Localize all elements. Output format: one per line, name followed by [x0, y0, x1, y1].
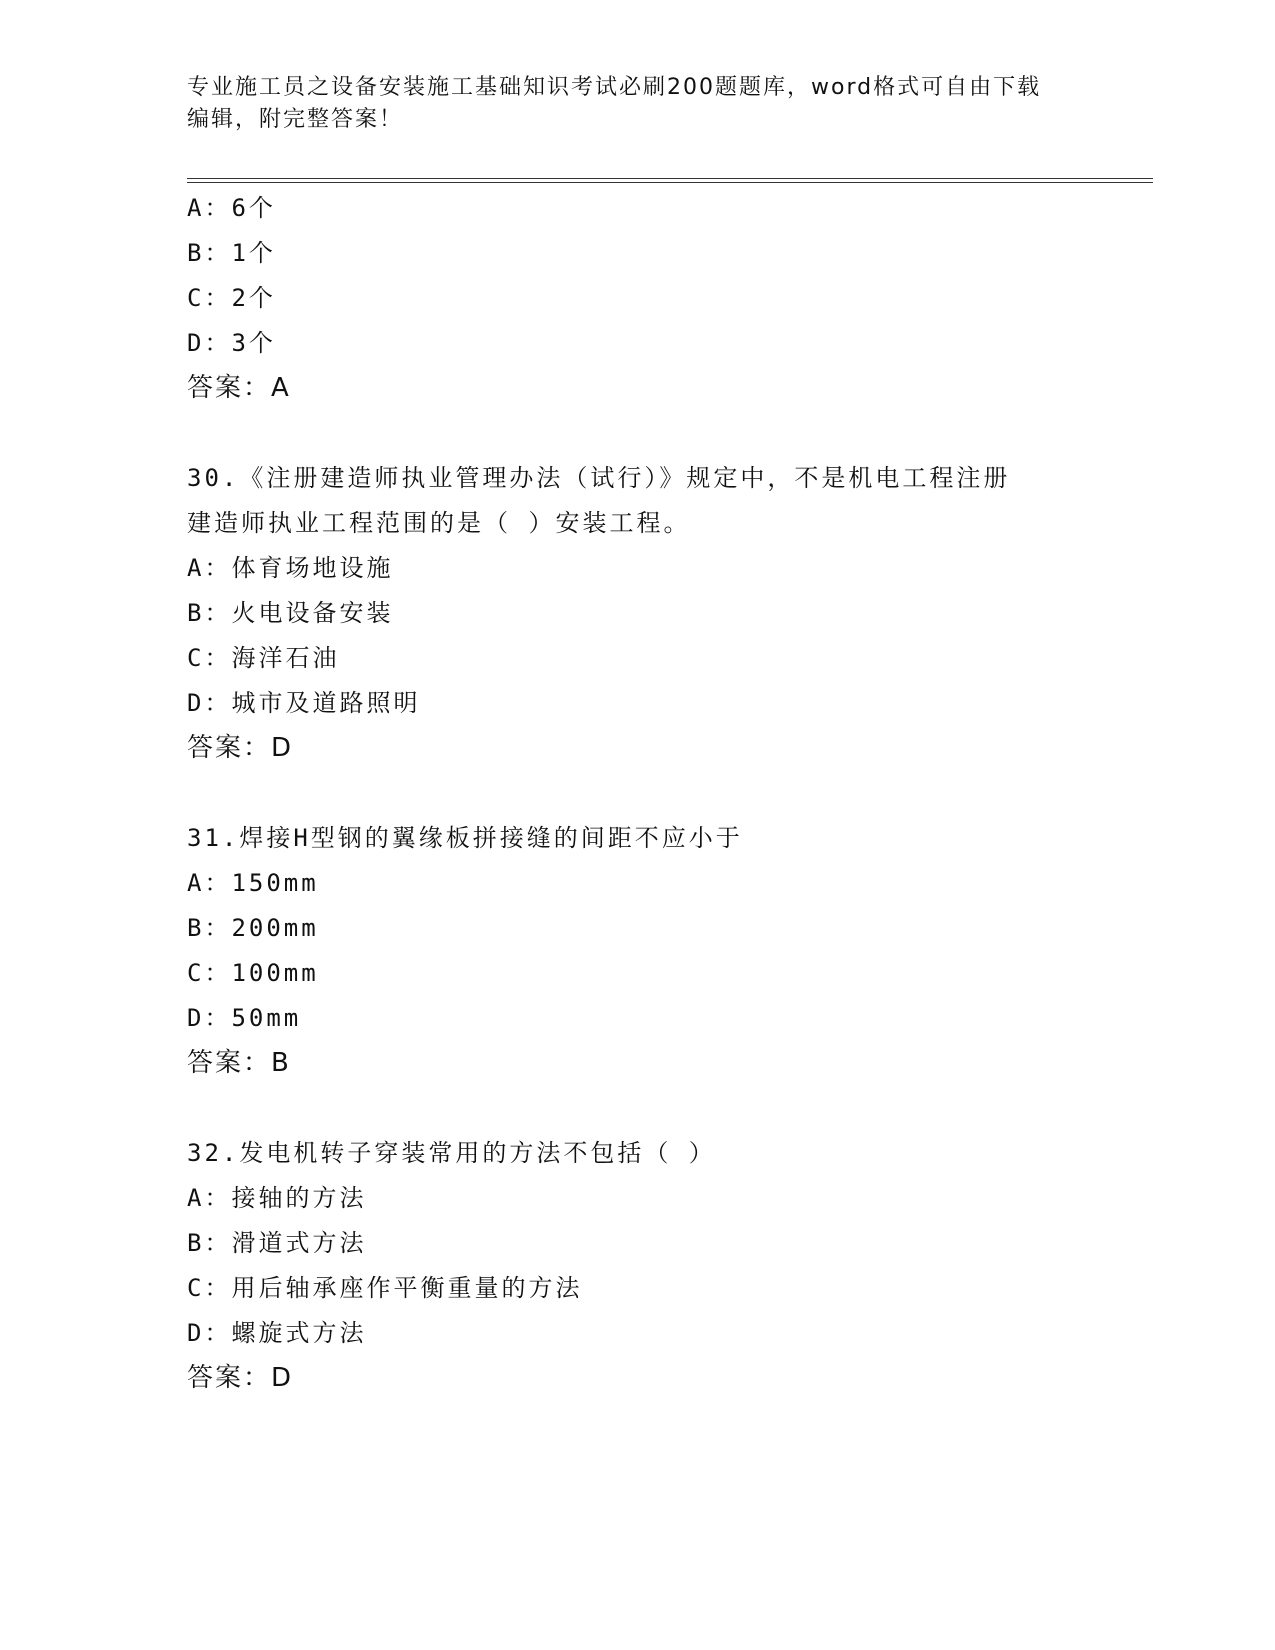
q30-answer: 答案：D: [187, 733, 294, 763]
q31-option-a: A：150mm: [187, 869, 319, 897]
q31-option-b: B：200mm: [187, 914, 319, 942]
q31-stem: 31.焊接H型钢的翼缘板拼接缝的间距不应小于: [187, 824, 743, 852]
q30-stem-line-2: 建造师执业工程范围的是（ ）安装工程。: [187, 509, 691, 537]
header-divider-top: [187, 178, 1153, 179]
header-divider-bottom: [187, 182, 1153, 183]
q31-option-c: C：100mm: [187, 959, 319, 987]
document-header: [187, 72, 1087, 136]
q32-option-b: B：滑道式方法: [187, 1229, 367, 1257]
q29-option-b: B：1个: [187, 239, 276, 267]
q32-option-a: A：接轴的方法: [187, 1184, 367, 1212]
q31-answer: 答案：B: [187, 1048, 291, 1078]
q29-option-d: D：3个: [187, 329, 276, 357]
q30-option-b: B：火电设备安装: [187, 599, 394, 627]
q30-option-c: C：海洋石油: [187, 644, 340, 672]
q29-option-c: C：2个: [187, 284, 276, 312]
q29-option-a: A：6个: [187, 194, 276, 222]
header-line-2: 编辑，附完整答案！: [187, 107, 404, 132]
q29-answer: 答案：A: [187, 373, 291, 403]
q32-option-c: C：用后轴承座作平衡重量的方法: [187, 1274, 583, 1302]
q30-option-d: D：城市及道路照明: [187, 689, 421, 717]
q30-option-a: A：体育场地设施: [187, 554, 394, 582]
q30-stem-line-1: 30.《注册建造师执业管理办法（试行）》规定中，不是机电工程注册: [187, 464, 1011, 492]
q32-option-d: D：螺旋式方法: [187, 1319, 367, 1347]
q31-option-d: D：50mm: [187, 1004, 302, 1032]
q32-answer: 答案：D: [187, 1363, 294, 1393]
q32-stem: 32.发电机转子穿装常用的方法不包括（ ）: [187, 1139, 716, 1167]
header-line-1: 专业施工员之设备安装施工基础知识考试必刷200题题库，word格式可自由下载: [187, 75, 1042, 100]
